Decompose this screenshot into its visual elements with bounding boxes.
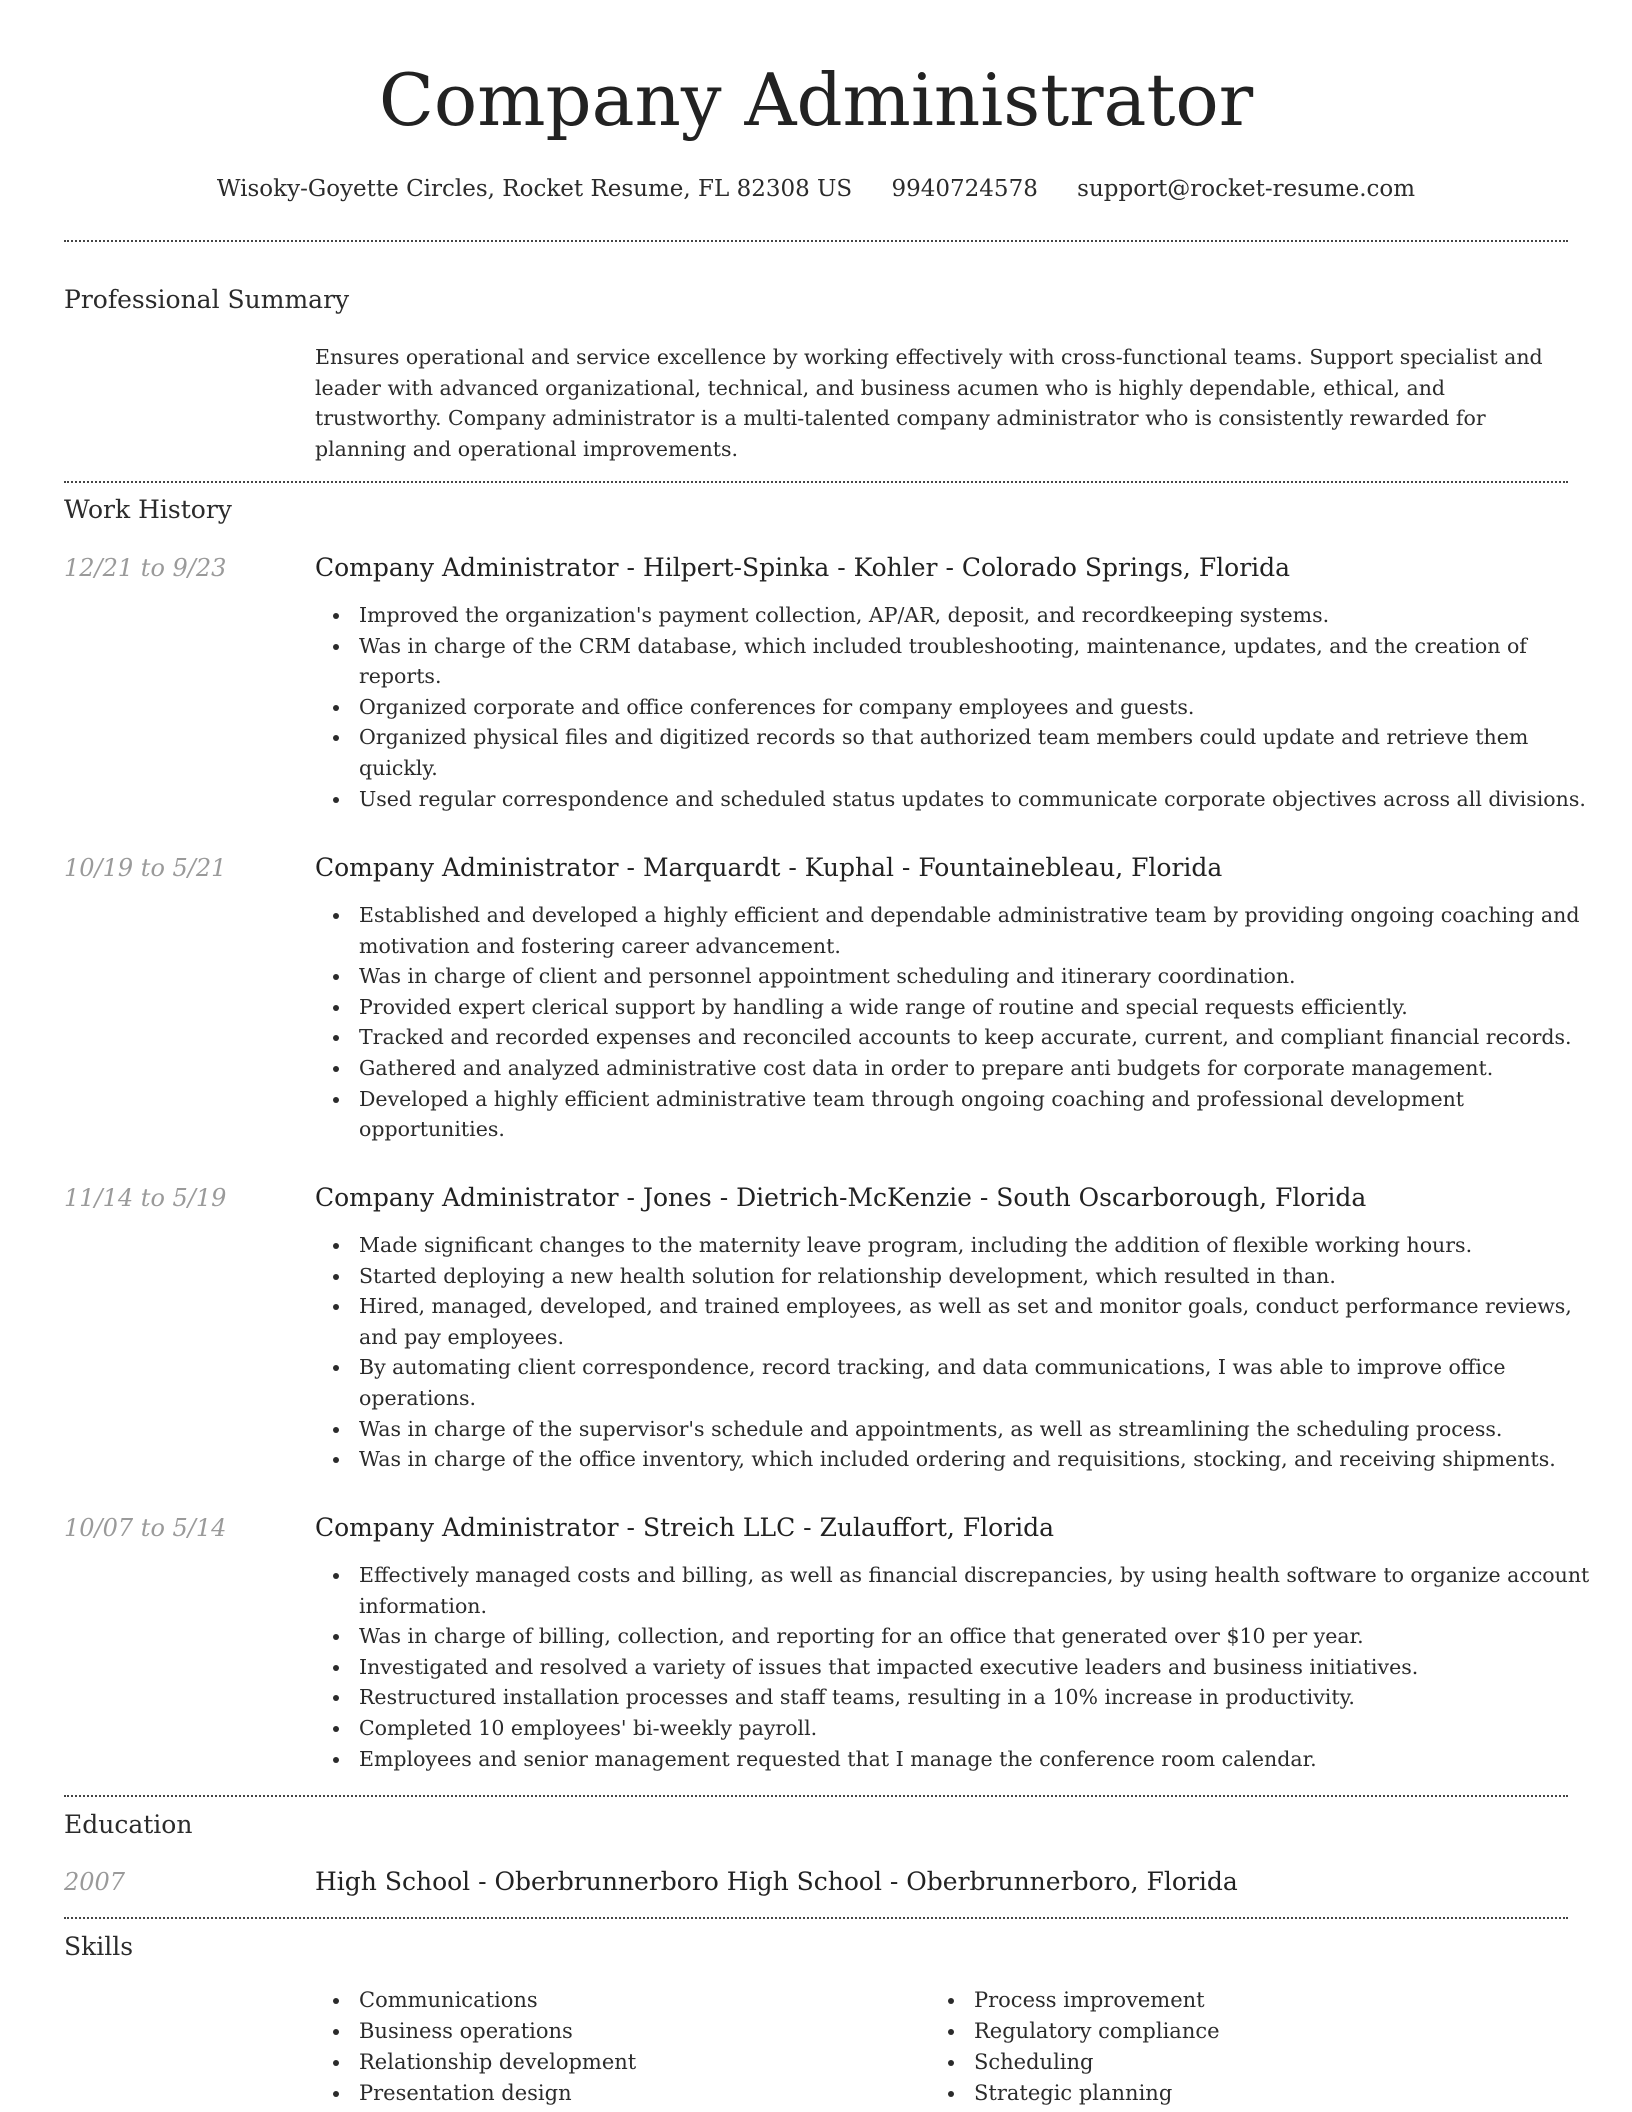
list-item: Started deploying a new health solution for relationship development, which resulted in than. bbox=[359, 1261, 1609, 1292]
list-item: Was in charge of the supervisor's schedule and appointments, as well as streamlining the scheduling process. bbox=[359, 1414, 1609, 1445]
section-divider bbox=[64, 1917, 1568, 1919]
job-title: Company Administrator - Marquardt - Kuphal - Fountainebleau, Florida bbox=[315, 853, 1223, 882]
list-item: Provided expert clerical support by handling a wide range of routine and special requests efficiently. bbox=[359, 992, 1609, 1023]
summary-text: Ensures operational and service excellence by working effectively with cross-functional teams. Support specialist and leader with advanced organizational, technical, and business acumen who is highly dependable, ethical, and trustworthy. Company administrator is a multi-talented company administrator who is consistently rewarded for planning and operational improvements. bbox=[315, 345, 1543, 461]
job-dates: 12/21 to 9/23 bbox=[64, 554, 227, 582]
list-item: Organized physical files and digitized records so that authorized team members could update and retrieve them quickly. bbox=[359, 722, 1609, 783]
list-item: Gathered and analyzed administrative cost data in order to prepare anti budgets for corporate management. bbox=[359, 1053, 1609, 1084]
list-item: Restructured installation processes and staff teams, resulting in a 10% increase in productivity. bbox=[359, 1682, 1609, 1713]
list-item: Tracked and recorded expenses and reconciled accounts to keep accurate, current, and compliant financial records. bbox=[359, 1022, 1609, 1053]
contact-line bbox=[0, 174, 1632, 204]
list-item: Was in charge of billing, collection, and reporting for an office that generated over $10 per year. bbox=[359, 1621, 1609, 1652]
list-item: Scheduling bbox=[974, 2047, 1534, 2078]
job-dates: 10/19 to 5/21 bbox=[64, 854, 227, 882]
list-item: Strategic planning bbox=[974, 2078, 1534, 2109]
candidate-name: Company Administrator bbox=[378, 58, 1254, 142]
list-item: Was in charge of the office inventory, which included ordering and requisitions, stocking, and receiving shipments. bbox=[359, 1444, 1609, 1475]
contact-email: support@rocket-resume.com bbox=[1077, 176, 1416, 202]
list-item: Completed 10 employees' bi-weekly payroll. bbox=[359, 1713, 1609, 1744]
list-item: Effectively managed costs and billing, as well as financial discrepancies, by using health software to organize account information. bbox=[359, 1560, 1609, 1621]
job-bullets bbox=[315, 900, 1609, 1145]
education-school: High School - Oberbrunnerboro High School - Oberbrunnerboro, Florida bbox=[315, 1867, 1238, 1896]
resume-header bbox=[0, 0, 1632, 204]
job-bullets bbox=[315, 1560, 1609, 1774]
list-item: Process improvement bbox=[974, 1985, 1534, 2016]
job-dates: 11/14 to 5/19 bbox=[64, 1184, 227, 1212]
contact-address: Wisoky-Goyette Circles, Rocket Resume, FL 82308 US bbox=[216, 176, 853, 202]
section-divider bbox=[64, 1795, 1568, 1797]
list-item: Used regular correspondence and scheduled status updates to communicate corporate objectives across all divisions. bbox=[359, 784, 1609, 815]
list-item: Investigated and resolved a variety of issues that impacted executive leaders and business initiatives. bbox=[359, 1652, 1609, 1683]
section-divider bbox=[64, 481, 1568, 483]
list-item: Presentation design bbox=[359, 2078, 919, 2109]
section-title-work-history: Work History bbox=[64, 495, 232, 524]
job-dates: 10/07 to 5/14 bbox=[64, 1514, 227, 1542]
section-title-summary: Professional Summary bbox=[64, 285, 350, 314]
list-item: Made significant changes to the maternity leave program, including the addition of flexible working hours. bbox=[359, 1230, 1609, 1261]
skills-list-right bbox=[930, 1985, 1534, 2109]
section-title-skills: Skills bbox=[64, 1932, 134, 1961]
job-bullets bbox=[315, 1230, 1609, 1475]
job-title: Company Administrator - Hilpert-Spinka - Kohler - Colorado Springs, Florida bbox=[315, 553, 1291, 582]
section-title-education: Education bbox=[64, 1810, 193, 1839]
list-item: Established and developed a highly efficient and dependable administrative team by providing ongoing coaching and motivation and fostering career advancement. bbox=[359, 900, 1609, 961]
contact-phone: 9940724578 bbox=[891, 176, 1038, 202]
list-item: Communications bbox=[359, 1985, 919, 2016]
list-item: Regulatory compliance bbox=[974, 2016, 1534, 2047]
education-year: 2007 bbox=[64, 1868, 126, 1896]
list-item: Relationship development bbox=[359, 2047, 919, 2078]
job-title: Company Administrator - Streich LLC - Zulauffort, Florida bbox=[315, 1513, 1055, 1542]
skills-list-left bbox=[315, 1985, 919, 2109]
list-item: Organized corporate and office conferences for company employees and guests. bbox=[359, 692, 1609, 723]
list-item: Employees and senior management requested that I manage the conference room calendar. bbox=[359, 1744, 1609, 1775]
list-item: Hired, managed, developed, and trained employees, as well as set and monitor goals, conduct performance reviews, and pay employees. bbox=[359, 1291, 1609, 1352]
list-item: Was in charge of client and personnel appointment scheduling and itinerary coordination. bbox=[359, 961, 1609, 992]
section-divider bbox=[64, 240, 1568, 242]
job-title: Company Administrator - Jones - Dietrich-McKenzie - South Oscarborough, Florida bbox=[315, 1183, 1367, 1212]
list-item: By automating client correspondence, record tracking, and data communications, I was able to improve office operations. bbox=[359, 1352, 1609, 1413]
list-item: Improved the organization's payment collection, AP/AR, deposit, and recordkeeping systems. bbox=[359, 600, 1609, 631]
list-item: Was in charge of the CRM database, which included troubleshooting, maintenance, updates, and the creation of reports. bbox=[359, 631, 1609, 692]
list-item: Business operations bbox=[359, 2016, 919, 2047]
list-item: Developed a highly efficient administrative team through ongoing coaching and professional development opportunities. bbox=[359, 1084, 1609, 1145]
job-bullets bbox=[315, 600, 1609, 814]
